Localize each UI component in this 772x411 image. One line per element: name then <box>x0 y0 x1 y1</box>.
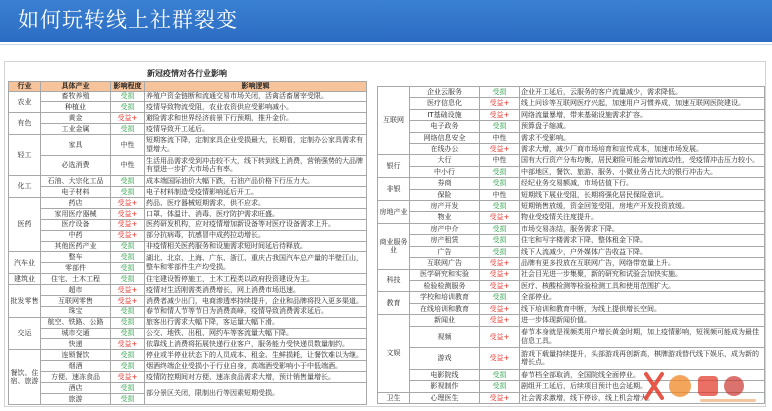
table-row <box>378 303 765 314</box>
logic-cell: 全部停业。 <box>520 292 765 303</box>
slide-title: 如何玩转线上社群裂变 <box>18 9 238 32</box>
table-row <box>9 317 367 328</box>
industry-cell: 化工 <box>9 176 41 198</box>
sector-cell: 医疗设备 <box>41 219 111 230</box>
logic-cell: 停业或半停业状态下的人员成本、租金、生鲜损耗，让餐饮难以为继。 <box>145 350 367 361</box>
sector-cell: 新闻业 <box>410 315 480 326</box>
table-row <box>378 235 765 246</box>
impact-cell: 受益+ <box>480 144 520 155</box>
logic-cell: 住宅和写字楼需求下降，整体租金下降。 <box>520 235 765 246</box>
table-row <box>9 328 367 339</box>
sector-cell: 连锁餐饮 <box>41 350 111 361</box>
table-row <box>9 113 367 124</box>
column-header-sector: 具体产业 <box>41 82 111 92</box>
sector-cell: 在线培训和教育 <box>410 303 480 314</box>
impact-cell: 受损 <box>111 350 145 361</box>
logic-cell: 成本端国际油价大幅下跌，石油产品价格下行压力大。 <box>145 176 367 187</box>
industry-cell: 互联网 <box>378 87 410 155</box>
table-row <box>9 124 367 135</box>
table-row <box>9 382 367 393</box>
impact-cell: 受损 <box>480 381 520 392</box>
sector-cell: 珠宝 <box>41 306 111 317</box>
logic-cell: 春节本身就是视频类用户增长黄金时期，加上疫情影响，短视频可能成为最佳信息工具。 <box>520 326 765 348</box>
impact-cell: 受益+ <box>480 269 520 280</box>
impact-cell: 受益+ <box>480 98 520 109</box>
impact-cell: 受损 <box>480 292 520 303</box>
sector-cell: 方便、速冻食品 <box>41 372 111 383</box>
table-row <box>378 246 765 257</box>
industry-cell: 卫生 <box>378 392 410 403</box>
sector-cell: 在线办公 <box>410 144 480 155</box>
logic-cell: 市场交易冻结，服务需求下降。 <box>520 223 765 234</box>
impact-cell: 受益+ <box>480 348 520 370</box>
logic-cell: 避险需求和世界经济前景下行预期，推升金价。 <box>145 113 367 124</box>
impact-cell: 受益+ <box>111 113 145 124</box>
table-row <box>378 315 765 326</box>
logic-cell: 疫情导致开工延后。 <box>145 124 367 135</box>
table-row <box>378 258 765 269</box>
table-row <box>9 208 367 219</box>
table-row <box>378 223 765 234</box>
industry-cell: 汽车业 <box>9 252 41 274</box>
table-row <box>9 187 367 198</box>
impact-cell: 受益+ <box>480 303 520 314</box>
title-divider <box>0 44 772 45</box>
sector-cell: 互联网广告 <box>410 258 480 269</box>
impact-cell: 受益+ <box>480 212 520 223</box>
impact-cell: 受益+ <box>480 280 520 291</box>
impact-cell: 受损 <box>480 178 520 189</box>
impact-cell: 受益+ <box>480 258 520 269</box>
watermark-logo <box>640 366 764 406</box>
industry-cell: 餐饮、住宿、旅游 <box>9 350 41 405</box>
table-header-row <box>9 82 367 92</box>
sector-cell: 航空、铁路、公路 <box>41 317 111 328</box>
sector-cell: 酒店 <box>41 382 111 393</box>
sector-cell: 房产租赁 <box>410 235 480 246</box>
logic-cell: 医疗、核酸检测等检验检测工具和使用范围扩大。 <box>520 280 765 291</box>
sector-cell: 中小行 <box>410 166 480 177</box>
title-bar <box>0 0 772 42</box>
logic-cell: 生活用品需求受到冲击较不大，线下转到线上消费，营销强势的大品牌有望进一步扩大市场占有率。 <box>145 155 367 176</box>
logic-cell: 住宅建设暂停施工，土木工程类以政府投资建设为主。 <box>145 274 367 285</box>
impact-cell: 受损 <box>480 166 520 177</box>
table-row <box>9 176 367 187</box>
sector-cell: 必选消费 <box>41 155 111 176</box>
table-row <box>378 292 765 303</box>
impact-cell: 受损 <box>111 241 145 252</box>
industry-cell: 批发零售 <box>9 285 41 318</box>
table-row <box>9 350 367 361</box>
sector-cell: 畜牧养殖 <box>41 91 111 102</box>
table-title: 新冠疫情对各行业影响 <box>147 69 227 78</box>
sector-cell: 整车 <box>41 252 111 263</box>
impact-cell: 受损 <box>111 361 145 372</box>
impact-cell: 受益+ <box>111 295 145 306</box>
industry-cell: 文娱 <box>378 315 410 392</box>
sector-cell: 家用医疗器械 <box>41 208 111 219</box>
table-row <box>378 87 765 98</box>
logic-cell: 需求不受影响。 <box>520 132 765 143</box>
table-row <box>378 326 765 348</box>
logic-cell: 短期客流下降，定制家具企业受损最大，长期看，定制办公家具需求有望增大。 <box>145 135 367 156</box>
sector-cell: 烟酒 <box>41 361 111 372</box>
table-row <box>378 189 765 200</box>
impact-cell: 受损 <box>111 124 145 135</box>
impact-cell: 受益+ <box>111 339 145 350</box>
impact-cell: 受损 <box>111 328 145 339</box>
impact-cell: 受损 <box>480 87 520 98</box>
industry-cell: 科技 <box>378 269 410 292</box>
sector-cell: 保险 <box>410 189 480 200</box>
impact-cell: 中性 <box>480 132 520 143</box>
logic-cell: 剧组开工延后，后续项目预计也会延期。 <box>520 381 765 392</box>
logic-cell: 疫情防控期间对方便、速冻食品需求大增，预计销售量增长。 <box>145 372 367 383</box>
sector-cell: 视频 <box>410 326 480 348</box>
logic-cell: 线下人流减少，户外媒体广告收益下降。 <box>520 246 765 257</box>
logic-cell: 社会需求激增，线下停诊，线上机会增大。 <box>520 392 765 403</box>
impact-cell: 受损 <box>111 317 145 328</box>
sector-cell: 企业云服务 <box>410 87 480 98</box>
sector-cell: 工业金属 <box>41 124 111 135</box>
table-row <box>378 109 765 120</box>
impact-cell: 受损 <box>111 263 145 274</box>
impact-cell: 受益+ <box>480 315 520 326</box>
sector-cell: 药店 <box>41 198 111 209</box>
sector-cell: 城市交通 <box>41 328 111 339</box>
logic-cell: 中部地区，餐饮、旅游、服务、小微业务占比大的银行冲击大。 <box>520 166 765 177</box>
logic-cell: 公交、地铁、出租、网约车等客流量大幅下降。 <box>145 328 367 339</box>
logic-cell: 疫情导致物流受阻，农业农资供应受影响减小。 <box>145 102 367 113</box>
impact-cell: 受损 <box>111 176 145 187</box>
column-header-logic: 影响逻辑 <box>145 82 367 92</box>
table-row <box>9 252 367 263</box>
logic-cell: 线下培训和教育中断，为线上提供增长空间。 <box>520 303 765 314</box>
table-row <box>378 280 765 291</box>
column-header-impact: 影响程度 <box>111 82 145 92</box>
impact-cell: 受损 <box>480 235 520 246</box>
logic-cell: 经纪业务交易额减，市场估值下行。 <box>520 178 765 189</box>
sector-cell: 种植业 <box>41 102 111 113</box>
impact-cell: 受益+ <box>111 198 145 209</box>
table-row <box>9 219 367 230</box>
impact-table-left <box>8 81 367 405</box>
sector-cell: 互联网零售 <box>41 295 111 306</box>
impact-cell: 受损 <box>480 369 520 380</box>
sector-cell: 学校和培训教育 <box>410 292 480 303</box>
logic-cell: 需求大增，减少厂商市场培育和宣传成本，加速市场发展。 <box>520 144 765 155</box>
industry-cell: 建筑业 <box>9 274 41 285</box>
logic-cell: 部分抗病毒，抗感冒中成药拉动增长。 <box>145 230 367 241</box>
table-row <box>9 135 367 156</box>
logic-cell: 品牌有更多投放在互联网广告，网络带宽量上升。 <box>520 258 765 269</box>
impact-cell: 受损 <box>111 274 145 285</box>
impact-cell: 受益+ <box>111 230 145 241</box>
industry-cell: 交运 <box>9 317 41 350</box>
impact-cell: 受益+ <box>111 285 145 296</box>
table-row <box>378 98 765 109</box>
industry-cell: 有色 <box>9 113 41 135</box>
sector-cell: 住宅、土木工程 <box>41 274 111 285</box>
impact-cell: 受损 <box>480 121 520 132</box>
sector-cell: 医学研究和实验 <box>410 269 480 280</box>
logic-cell: 社会目光进一步集聚，新的研究和试验会加快实施。 <box>520 269 765 280</box>
logic-cell: 烟酒终端企业受损小于行业自身，高端酒受影响小于中低端酒。 <box>145 361 367 372</box>
impact-cell: 受益+ <box>111 372 145 383</box>
impact-cell: 受损 <box>111 102 145 113</box>
impact-cell: 受损 <box>111 382 145 393</box>
logic-cell: 部分景区关闭，限制出行等因素短期受损。 <box>145 382 367 404</box>
table-row <box>378 178 765 189</box>
impact-cell: 受损 <box>111 306 145 317</box>
table-row <box>378 201 765 212</box>
industry-cell: 银行 <box>378 155 410 178</box>
logic-cell: 线上问诊等互联网医疗兴起，加速用户习惯养成，加速互联网医院建设。 <box>520 98 765 109</box>
impact-cell: 中性 <box>480 155 520 166</box>
industry-cell: 轻工 <box>9 135 41 176</box>
table-row <box>9 295 367 306</box>
sector-cell: 旅游 <box>41 393 111 404</box>
table-row <box>378 166 765 177</box>
sector-cell: 房产中介 <box>410 223 480 234</box>
impact-cell: 受益+ <box>480 326 520 348</box>
table-row <box>378 144 765 155</box>
table-row <box>9 339 367 350</box>
industry-cell: 非银 <box>378 178 410 201</box>
sector-cell: 黄金 <box>41 113 111 124</box>
impact-cell: 中性 <box>480 189 520 200</box>
impact-cell: 受损 <box>111 91 145 102</box>
logic-cell: 进一步体现新闻价值。 <box>520 315 765 326</box>
impact-cell: 受益+ <box>111 219 145 230</box>
logic-cell: 预算盘子缩减。 <box>520 121 765 132</box>
table-row <box>9 306 367 317</box>
industry-cell: 教育 <box>378 292 410 315</box>
table-row <box>9 372 367 383</box>
sector-cell: 家具 <box>41 135 111 156</box>
table-row <box>378 212 765 223</box>
industry-cell: 房地产业 <box>378 201 410 224</box>
impact-cell: 受益+ <box>111 208 145 219</box>
sector-cell: 游戏 <box>410 348 480 370</box>
table-row <box>9 91 367 102</box>
impact-cell: 受损 <box>111 187 145 198</box>
table-row <box>9 155 367 176</box>
logic-cell: 药品、医疗器械短期需求，供不应求。 <box>145 198 367 209</box>
impact-cell: 受损 <box>480 201 520 212</box>
impact-table-right <box>377 86 765 404</box>
logic-cell: 湖北、北京、上海、广东、浙江、重庆占我国汽车总产量的半壁江山，整车和零部件生产均受损。 <box>145 252 367 274</box>
logic-cell: 疫情对生活刚需类消费增长，网上消费市场迅速。 <box>145 285 367 296</box>
industry-cell: 医药 <box>9 198 41 252</box>
industry-cell: 商业服务业 <box>378 223 410 269</box>
table-row <box>378 269 765 280</box>
impact-cell: 受损 <box>111 393 145 404</box>
sector-cell: 影视制作 <box>410 381 480 392</box>
impact-cell: 中性 <box>111 135 145 156</box>
sector-cell: 心理医生 <box>410 392 480 403</box>
table-row <box>9 241 367 252</box>
sector-cell: 中药 <box>41 230 111 241</box>
logic-cell: 电子材料制造受疫情影响延后开工。 <box>145 187 367 198</box>
logic-cell: 春节档全部取消，全国院线全面停业。 <box>520 369 765 380</box>
sector-cell: 网络信息安全 <box>410 132 480 143</box>
table-row <box>9 102 367 113</box>
logic-cell: 物业受疫情关注度提升。 <box>520 212 765 223</box>
logic-cell: 非疫情相关医药服务和设施需求短时间延后待释放。 <box>145 241 367 252</box>
sector-cell: 超市 <box>41 285 111 296</box>
logic-cell: 口罩、体温计、消毒、医疗防护需求旺盛。 <box>145 208 367 219</box>
impact-cell: 受益+ <box>480 109 520 120</box>
table-row <box>378 121 765 132</box>
sector-cell: IT基础设施 <box>410 109 480 120</box>
industry-cell: 农业 <box>9 91 41 113</box>
column-header-industry: 行业 <box>9 82 41 92</box>
logic-cell: 游戏下载量持续提升，头部游戏再创新高，棋牌游戏替代线下娱乐，成为新的增长点。 <box>520 348 765 370</box>
logic-cell: 医药研发机构，应对疫情增加新设备等对医疗设备需求上升。 <box>145 219 367 230</box>
table-row <box>9 285 367 296</box>
impact-cell: 受损 <box>480 223 520 234</box>
sector-cell: 广告 <box>410 246 480 257</box>
logic-cell: 养殖户资金链断和流通交易市场关闭，活禽活畜屠宰受限。 <box>145 91 367 102</box>
sector-cell: 其他医药产业 <box>41 241 111 252</box>
table-row <box>378 155 765 166</box>
table-row <box>9 230 367 241</box>
sector-cell: 电影院线 <box>410 369 480 380</box>
sector-cell: 快递 <box>41 339 111 350</box>
sector-cell: 电子政务 <box>410 121 480 132</box>
sector-cell: 物业 <box>410 212 480 223</box>
impact-table-right-body <box>378 87 765 404</box>
sector-cell: 房产开发 <box>410 201 480 212</box>
sector-cell: 券商 <box>410 178 480 189</box>
sector-cell: 零部件 <box>41 263 111 274</box>
logic-cell: 国有大行资产分布均衡，居民避险可能会增加流动性，受疫情冲击压力较小。 <box>520 155 765 166</box>
impact-cell: 中性 <box>111 155 145 176</box>
sector-cell: 大行 <box>410 155 480 166</box>
logic-cell: 春节和情人节等节日为消费高峰，疫情导致消费需求延后。 <box>145 306 367 317</box>
impact-table-left-body <box>9 91 367 405</box>
impact-cell: 受损 <box>111 252 145 263</box>
table-row <box>9 274 367 285</box>
logic-cell: 依靠线上消费将拓展快递行业客户，服务能力受快递员数量制约。 <box>145 339 367 350</box>
table-row <box>9 361 367 372</box>
sector-cell: 检验检测服务 <box>410 280 480 291</box>
sector-cell: 电子材料 <box>41 187 111 198</box>
logic-cell: 企业开工延后，云服务的客户流量减少，需求降低。 <box>520 87 765 98</box>
impact-cell: 受损 <box>480 246 520 257</box>
logic-cell: 短期线下展业受阻，长期将强化居民保险意识。 <box>520 189 765 200</box>
sector-cell: 医疗信息化 <box>410 98 480 109</box>
logic-cell: 网络流量暴增，带来基础设施需求扩容。 <box>520 109 765 120</box>
impact-cell: 受益+ <box>480 392 520 403</box>
logic-cell: 消费者减少出门，电商渗透率持续提升，企业和品牌将投入更多渠道。 <box>145 295 367 306</box>
table-row <box>378 132 765 143</box>
table-row <box>9 198 367 209</box>
logic-cell: 短期销售放缓，资金回笼受阻，房地产开发投资放缓。 <box>520 201 765 212</box>
sector-cell: 石油、大宗化工品 <box>41 176 111 187</box>
logic-cell: 旅客出行需求大幅下降，客运量大幅下滑。 <box>145 317 367 328</box>
